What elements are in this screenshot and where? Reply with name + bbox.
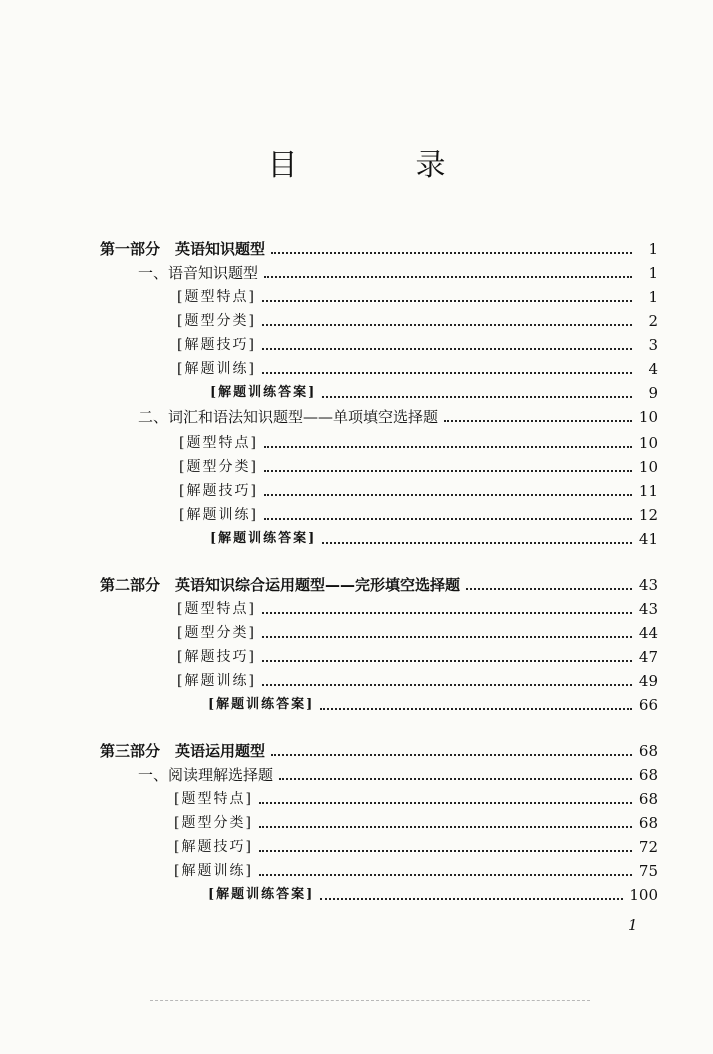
- toc-entry-label: [题型分类]: [177, 313, 256, 329]
- toc-entry-label: [解题训练]: [179, 507, 258, 523]
- toc-entry-page: 1: [648, 288, 658, 306]
- toc-entry-page: 10: [638, 458, 658, 476]
- toc-entry-page: 43: [638, 576, 658, 594]
- toc-entry-label: [题型分类]: [179, 459, 258, 475]
- toc-entry-label: [题型特点]: [177, 289, 256, 305]
- toc-entry[interactable]: [179, 454, 658, 476]
- toc-entry-page: 41: [638, 530, 658, 548]
- dot-leader: [322, 396, 632, 398]
- toc-entry[interactable]: [174, 858, 658, 880]
- toc-entry-page: 1: [648, 264, 658, 282]
- dot-leader: [262, 612, 632, 614]
- dot-leader: [259, 826, 632, 828]
- toc-entry-page: 68: [638, 742, 658, 760]
- dot-leader: [264, 470, 632, 472]
- toc-entry-label: [解题训练答案]: [210, 531, 317, 546]
- toc-entry[interactable]: [177, 620, 658, 642]
- toc-entry-page: 68: [638, 766, 658, 784]
- dot-leader: [262, 684, 632, 686]
- toc-entry-label: [解题训练]: [177, 361, 256, 377]
- toc-entry-label: 二、词汇和语法知识题型——单项填空选择题: [138, 408, 439, 426]
- toc-entry-label: [解题技巧]: [177, 649, 256, 665]
- toc-entry[interactable]: [179, 478, 658, 500]
- toc-entry[interactable]: [179, 502, 658, 524]
- toc-entry-page: 4: [648, 360, 658, 378]
- page-title: 目 录: [267, 148, 490, 183]
- toc-entry-page: 66: [638, 696, 658, 714]
- toc-entry[interactable]: [177, 308, 658, 330]
- toc-entry[interactable]: [177, 644, 658, 666]
- toc-entry-label: 一、语音知识题型: [138, 264, 259, 282]
- toc-entry[interactable]: [138, 260, 658, 282]
- toc-entry-label: [解题训练答案]: [210, 385, 317, 400]
- toc-entry[interactable]: [177, 356, 658, 378]
- toc-entry[interactable]: [177, 332, 658, 354]
- toc-entry[interactable]: [210, 380, 658, 402]
- dot-leader: [320, 708, 632, 710]
- toc-entry-page: 75: [638, 862, 658, 880]
- toc-entry[interactable]: [100, 738, 658, 760]
- toc-entry-page: 43: [638, 600, 658, 618]
- toc-entry-label: 一、阅读理解选择题: [138, 766, 274, 784]
- toc-entry[interactable]: [174, 834, 658, 856]
- toc-entry-page: 72: [638, 838, 658, 856]
- toc-entry[interactable]: [177, 596, 658, 618]
- toc-entry-page: 68: [638, 790, 658, 808]
- dot-leader: [262, 300, 632, 302]
- toc-entry-page: 12: [638, 506, 658, 524]
- toc-entry-label: [解题技巧]: [177, 337, 256, 353]
- toc-entry-label: [解题技巧]: [174, 839, 253, 855]
- toc-entry[interactable]: [100, 236, 658, 258]
- toc-entry-label: [解题训练]: [174, 863, 253, 879]
- dot-leader: [259, 874, 632, 876]
- dot-leader: [262, 324, 632, 326]
- toc-entry-page: 11: [638, 482, 658, 500]
- toc-entry-label: 第二部分 英语知识综合运用题型——完形填空选择题: [100, 576, 461, 594]
- toc-entry[interactable]: [179, 430, 658, 452]
- toc-entry-label: [解题训练答案]: [208, 697, 315, 712]
- toc-entry-page: 1: [648, 240, 658, 258]
- toc-entry-label: [题型特点]: [177, 601, 256, 617]
- dot-leader: [322, 542, 632, 544]
- toc-entry-label: [解题技巧]: [179, 483, 258, 499]
- toc-entry-label: [题型分类]: [177, 625, 256, 641]
- toc-entry-label: 第三部分 英语运用题型: [100, 742, 266, 760]
- toc-entry-label: 第一部分 英语知识题型: [100, 240, 266, 258]
- dot-leader: [264, 446, 632, 448]
- toc-entry-page: 3: [648, 336, 658, 354]
- dot-leader: [264, 494, 632, 496]
- toc-entry-page: 47: [638, 648, 658, 666]
- toc-entry-page: 10: [638, 408, 658, 426]
- toc-entry[interactable]: [208, 882, 658, 904]
- toc-entry-label: [题型特点]: [174, 791, 253, 807]
- dot-leader: [444, 420, 632, 422]
- toc-entry-page: 68: [638, 814, 658, 832]
- dot-leader: [262, 348, 632, 350]
- toc-entry-page: 49: [638, 672, 658, 690]
- toc-entry-label: [解题训练答案]: [208, 887, 315, 902]
- toc-entry[interactable]: [174, 786, 658, 808]
- toc-entry-label: [解题训练]: [177, 673, 256, 689]
- dot-leader: [262, 636, 632, 638]
- toc-entry-page: 10: [638, 434, 658, 452]
- toc-entry[interactable]: [100, 572, 658, 594]
- scan-artifact-line: [150, 1000, 590, 1001]
- toc-entry-label: [题型特点]: [179, 435, 258, 451]
- toc-entry[interactable]: [177, 284, 658, 306]
- dot-leader: [271, 252, 632, 254]
- dot-leader: [264, 276, 632, 278]
- toc-entry-page: 9: [648, 384, 658, 402]
- toc-entry[interactable]: [177, 668, 658, 690]
- dot-leader: [262, 372, 632, 374]
- toc-entry[interactable]: [210, 526, 658, 548]
- dot-leader: [259, 802, 632, 804]
- toc-entry[interactable]: [138, 762, 658, 784]
- dot-leader: [466, 588, 632, 590]
- toc-entry[interactable]: [174, 810, 658, 832]
- dot-leader: [271, 754, 632, 756]
- toc-entry-page: 44: [638, 624, 658, 642]
- dot-leader: [279, 778, 632, 780]
- dot-leader: [320, 898, 623, 900]
- dot-leader: [262, 660, 632, 662]
- toc-entry[interactable]: [138, 404, 658, 426]
- dot-leader: [259, 850, 632, 852]
- toc-entry-page: 2: [648, 312, 658, 330]
- dot-leader: [264, 518, 632, 520]
- page-number: 1: [628, 916, 638, 934]
- toc-entry-label: [题型分类]: [174, 815, 253, 831]
- toc-entry[interactable]: [208, 692, 658, 714]
- toc-entry-page: 100: [629, 886, 658, 904]
